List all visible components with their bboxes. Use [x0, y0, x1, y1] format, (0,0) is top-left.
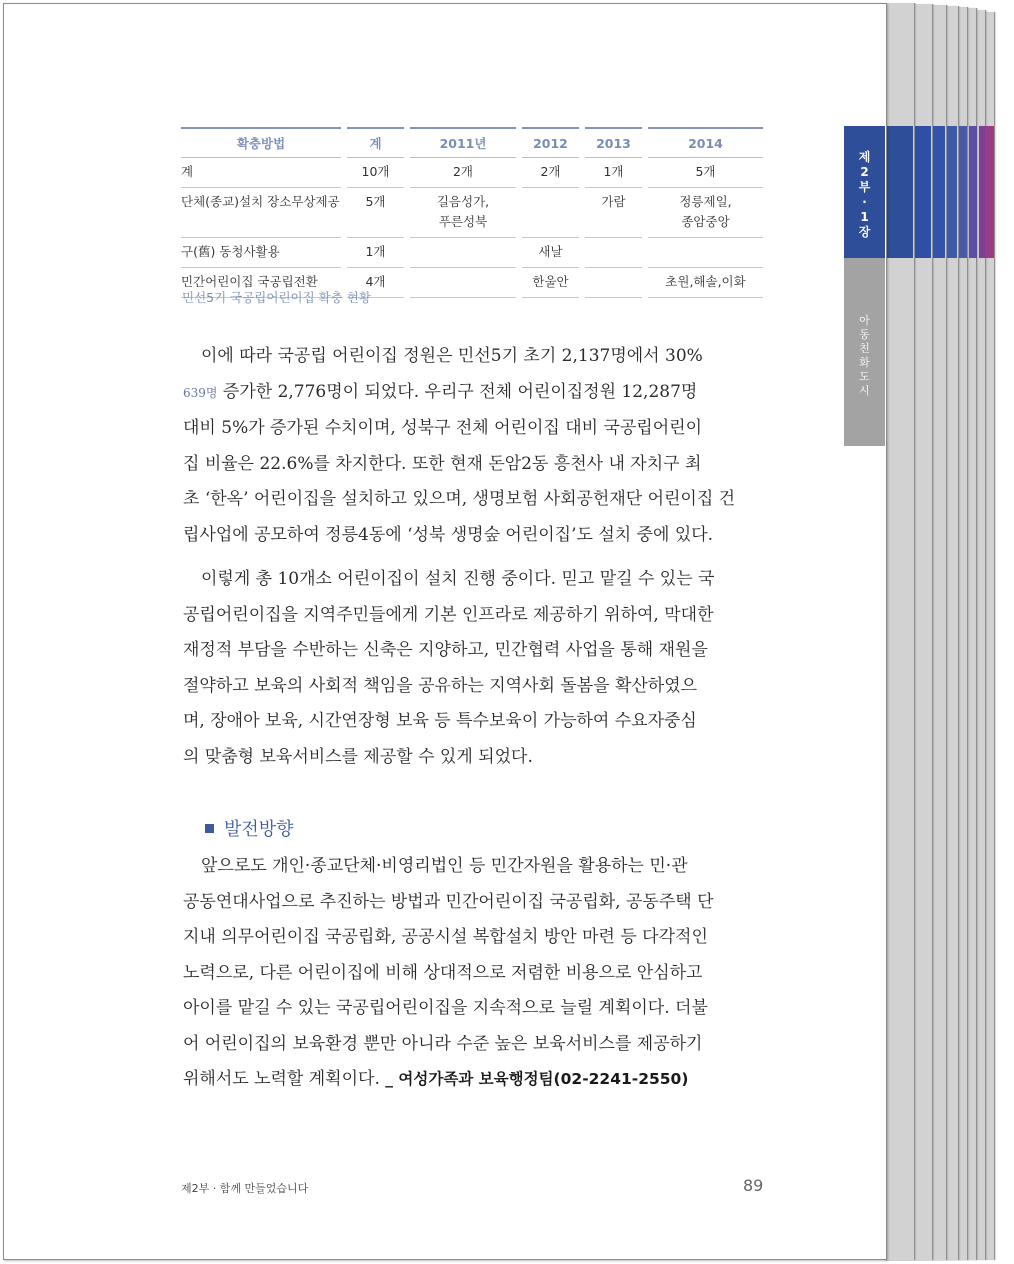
table-cell: 길음성가, 푸른성북 [410, 188, 516, 238]
table-header: 2011년 [410, 128, 516, 158]
table-cell: 5개 [347, 188, 404, 238]
table-cell: 민간어린이집 국공립전환 [181, 268, 341, 298]
section-tab[interactable] [844, 258, 885, 446]
table-cell: 한울안 [522, 268, 579, 298]
table-header: 2013 [585, 128, 642, 158]
section-tab-label: 아 동 친 화 도 시 [859, 314, 870, 397]
footer-title: 제2부 · 함께 만들었습니다 [181, 1182, 309, 1195]
edge-index-strip [885, 126, 913, 258]
edge-index-strip [915, 126, 931, 258]
paragraph-3: 앞으로도 개인·종교단체·비영리법인 등 민간자원을 활용하는 민·관 공동연대사업으로 추진하는 방법과 민간어린이집 국공립화, 공동주택 단 지내 의무어린이집 국공립화, 공공시설 복합설치 방안 마련 등 다각적인 노력으로, 다른 어린이집에 비해 상대적으로 저렴한 비용으로 안심하고 아이를 맡길 수 있는 국공립어린이집을 지속적으로 늘릴 계획이다. 더불 어 어린이집의 보육환경 뿐만 아니라 수준 높은 보육서비스를 제공하기 위해서도 노력할 계획이다. _ 여성가족과 보육행정팀(02-2241-2550) [183, 856, 714, 1089]
table-cell: 계 [181, 158, 341, 188]
table-cell: 가람 [585, 188, 642, 238]
edge-index-strip [959, 126, 967, 258]
table-cell: 초원,해솔,이화 [648, 268, 763, 298]
table-cell [522, 188, 579, 238]
table-cell: 1개 [585, 158, 642, 188]
table-cell: 단체(종교)설치 장소무상제공 [181, 188, 341, 238]
edge-index-strip [969, 126, 977, 258]
chapter-tab[interactable] [844, 126, 885, 258]
table-header: 확충방법 [181, 128, 341, 158]
table-cell: 2개 [410, 158, 516, 188]
table-cell: 10개 [347, 158, 404, 188]
edge-index-strip [985, 126, 994, 258]
square-bullet-icon [205, 824, 214, 833]
table-header-row [181, 128, 763, 158]
table-cell [410, 268, 516, 298]
table-row [181, 158, 763, 188]
table-cell: 구(舊) 동청사활용 [181, 238, 341, 268]
expansion-table [181, 127, 763, 298]
paragraph-2: 이렇게 총 10개소 어린이집이 설치 진행 중이다. 믿고 맡길 수 있는 국 공립어린이집을 지역주민들에게 기본 인프라로 제공하기 위하여, 막대한 재정적 부담을 수반하는 신축은 지양하고, 민간협력 사업을 통해 재원을 절약하고 보육의 사회적 책임을 공유하는 지역사회 돌봄을 확산하였으 며, 장애아 보육, 시간연장형 보육 등 특수보육이 가능하여 수요자중심 의 맞춤형 보육서비스를 제공할 수 있게 되었다. [183, 569, 715, 767]
table-cell [648, 238, 763, 268]
edge-index-strip [947, 126, 957, 258]
table-row [181, 188, 763, 238]
paragraph-1: 이에 따라 국공립 어린이집 정원은 민선5기 초기 2,137명에서 30% 639명 증가한 2,776명이 되었다. 우리구 전체 어린이집정원 12,287명 대비 5%가 증가된 수치이며, 성북구 전체 어린이집 대비 국공립어린이 집 비율은 22.6%를 차지한다. 또한 현재 돈암2동 흥천사 내 자치구 최 초 ‘한옥’ 어린이집을 설치하고 있으며, 생명보험 사회공헌재단 어린이집 건 립사업에 공모하여 정릉4동에 ‘성북 생명숲 어린이집’도 설치 중에 있다. [183, 346, 736, 545]
table-cell [585, 268, 642, 298]
table-cell [410, 238, 516, 268]
table-cell [585, 238, 642, 268]
contact-info: _ 여성가족과 보육행정팀(02-2241-2550) [385, 1070, 689, 1088]
table-row [181, 238, 763, 268]
table-header: 2014 [648, 128, 763, 158]
table-cell: 5개 [648, 158, 763, 188]
footnote-count: 639명 [183, 385, 218, 400]
section-heading: 발전방향 [205, 815, 294, 841]
table-header: 2012 [522, 128, 579, 158]
edge-index-strip [933, 126, 945, 258]
table-cell: 1개 [347, 238, 404, 268]
chapter-tab-label: 제 2 부 · 1 장 [858, 150, 871, 239]
table-cell: 2개 [522, 158, 579, 188]
table-caption: 민선5기 국공립어린이집 확충 현황 [182, 290, 371, 305]
page-number: 89 [743, 1176, 764, 1195]
edge-index-strip [979, 126, 985, 258]
table-cell: 4개 [347, 268, 404, 298]
table-cell: 새날 [522, 238, 579, 268]
table-cell: 정릉제일, 종암중앙 [648, 188, 763, 238]
table-header: 계 [347, 128, 404, 158]
